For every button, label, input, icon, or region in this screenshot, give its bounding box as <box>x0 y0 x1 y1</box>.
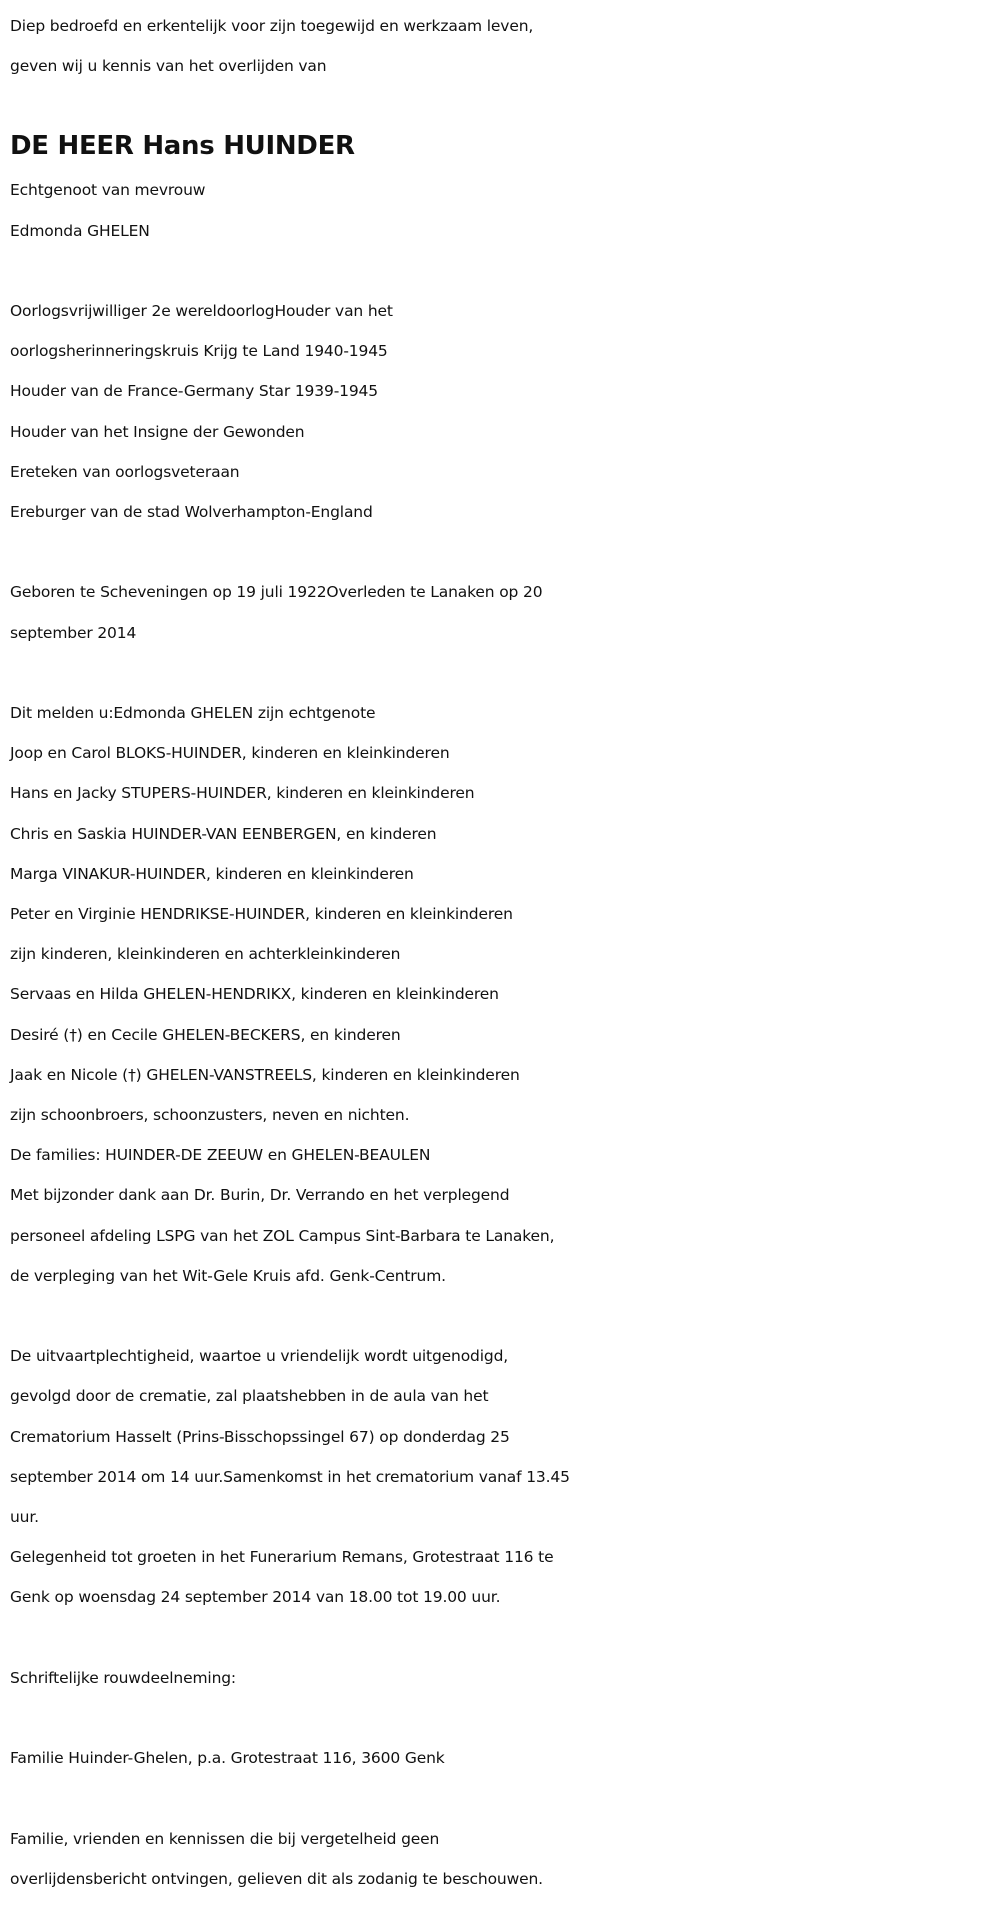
family-line: Joop en Carol BLOKS-HUINDER, kinderen en kleinkinderen <box>10 744 450 763</box>
spouse-paragraph <box>10 170 1000 250</box>
ceremony-line: september 2014 om 14 uur.Samenkomst in het crematorium vanaf 13.45 <box>10 1467 570 1486</box>
family-line: De families: HUINDER-DE ZEEUW en GHELEN-BEAULEN <box>10 1146 431 1165</box>
condolence-address: Familie Huinder-Ghelen, p.a. Grotestraat 116, 3600 Genk <box>10 1749 445 1768</box>
family-line: Chris en Saskia HUINDER-VAN EENBERGEN, en kinderen <box>10 824 437 843</box>
closing-paragraph <box>10 1819 1000 1899</box>
dates-line: Geboren te Scheveningen op 19 juli 1922Overleden te Lanaken op 20 <box>10 583 543 602</box>
ceremony-paragraph <box>10 1336 1000 1617</box>
ceremony-line: Genk op woensdag 24 september 2014 van 18.00 tot 19.00 uur. <box>10 1588 501 1607</box>
condolence-label: Schriftelijke rouwdeelneming: <box>10 1668 237 1687</box>
ceremony-line: Gelegenheid tot groeten in het Funerarium Remans, Grotestraat 116 te <box>10 1548 554 1567</box>
honors-line: Ereteken van oorlogsveteraan <box>10 462 240 481</box>
honors-line: Ereburger van de stad Wolverhampton-England <box>10 503 373 522</box>
intro-line: Diep bedroefd en erkentelijk voor zijn toegewijd en werkzaam leven, <box>10 17 534 35</box>
family-line: Desiré (†) en Cecile GHELEN-BECKERS, en kinderen <box>10 1025 401 1044</box>
family-line: Peter en Virginie HENDRIKSE-HUINDER, kinderen en kleinkinderen <box>10 905 513 924</box>
paragraph-gap <box>10 1296 1000 1336</box>
family-paragraph <box>10 693 1000 1296</box>
family-line: personeel afdeling LSPG van het ZOL Campus Sint-Barbara te Lanaken, <box>10 1226 555 1245</box>
dates-line: september 2014 <box>10 623 137 642</box>
ceremony-line: De uitvaartplechtigheid, waartoe u vriendelijk wordt uitgenodigd, <box>10 1347 509 1366</box>
family-line: Jaak en Nicole (†) GHELEN-VANSTREELS, kinderen en kleinkinderen <box>10 1065 520 1084</box>
intro-line: geven wij u kennis van het overlijden van <box>10 57 327 76</box>
deceased-name: DE HEER Hans HUINDER <box>10 131 355 162</box>
paragraph-gap <box>10 1778 1000 1818</box>
family-line: zijn schoonbroers, schoonzusters, neven en nichten. <box>10 1106 410 1125</box>
paragraph-gap <box>10 532 1000 572</box>
honors-paragraph <box>10 291 1000 532</box>
paragraph-gap <box>10 653 1000 693</box>
closing-line: Familie, vrienden en kennissen die bij vergetelheid geen <box>10 1829 440 1848</box>
family-line: Servaas en Hilda GHELEN-HENDRIKX, kinderen en kleinkinderen <box>10 985 499 1004</box>
paragraph-gap <box>10 1698 1000 1738</box>
honors-line: oorlogsherinneringskruis Krijg te Land 1940-1945 <box>10 342 388 361</box>
family-line: Hans en Jacky STUPERS-HUINDER, kinderen en kleinkinderen <box>10 784 475 803</box>
honors-line: Houder van het Insigne der Gewonden <box>10 422 305 441</box>
ceremony-line: uur. <box>10 1508 39 1527</box>
ceremony-line: gevolgd door de crematie, zal plaatshebben in de aula van het <box>10 1387 489 1406</box>
family-line: zijn kinderen, kleinkinderen en achterkleinkinderen <box>10 945 401 964</box>
paragraph-gap <box>10 1618 1000 1658</box>
ceremony-line: Crematorium Hasselt (Prins-Bisschopssingel 67) op donderdag 25 <box>10 1427 510 1446</box>
family-line: de verpleging van het Wit-Gele Kruis afd. Genk-Centrum. <box>10 1266 446 1285</box>
paragraph-gap <box>10 251 1000 291</box>
spouse-line: Echtgenoot van mevrouw <box>10 181 206 200</box>
spouse-line: Edmonda GHELEN <box>10 221 150 240</box>
intro-paragraph <box>10 6 1000 86</box>
dates-paragraph <box>10 572 1000 652</box>
honors-line: Houder van de France-Germany Star 1939-1945 <box>10 382 378 401</box>
closing-line: overlijdensbericht ontvingen, gelieven dit als zodanig te beschouwen. <box>10 1869 543 1888</box>
honors-line: Oorlogsvrijwilliger 2e wereldoorlogHouder van het <box>10 302 393 320</box>
family-line: Marga VINAKUR-HUINDER, kinderen en kleinkinderen <box>10 864 414 883</box>
family-line: Met bijzonder dank aan Dr. Burin, Dr. Verrando en het verplegend <box>10 1186 510 1205</box>
family-line: Dit melden u:Edmonda GHELEN zijn echtgenote <box>10 704 376 722</box>
